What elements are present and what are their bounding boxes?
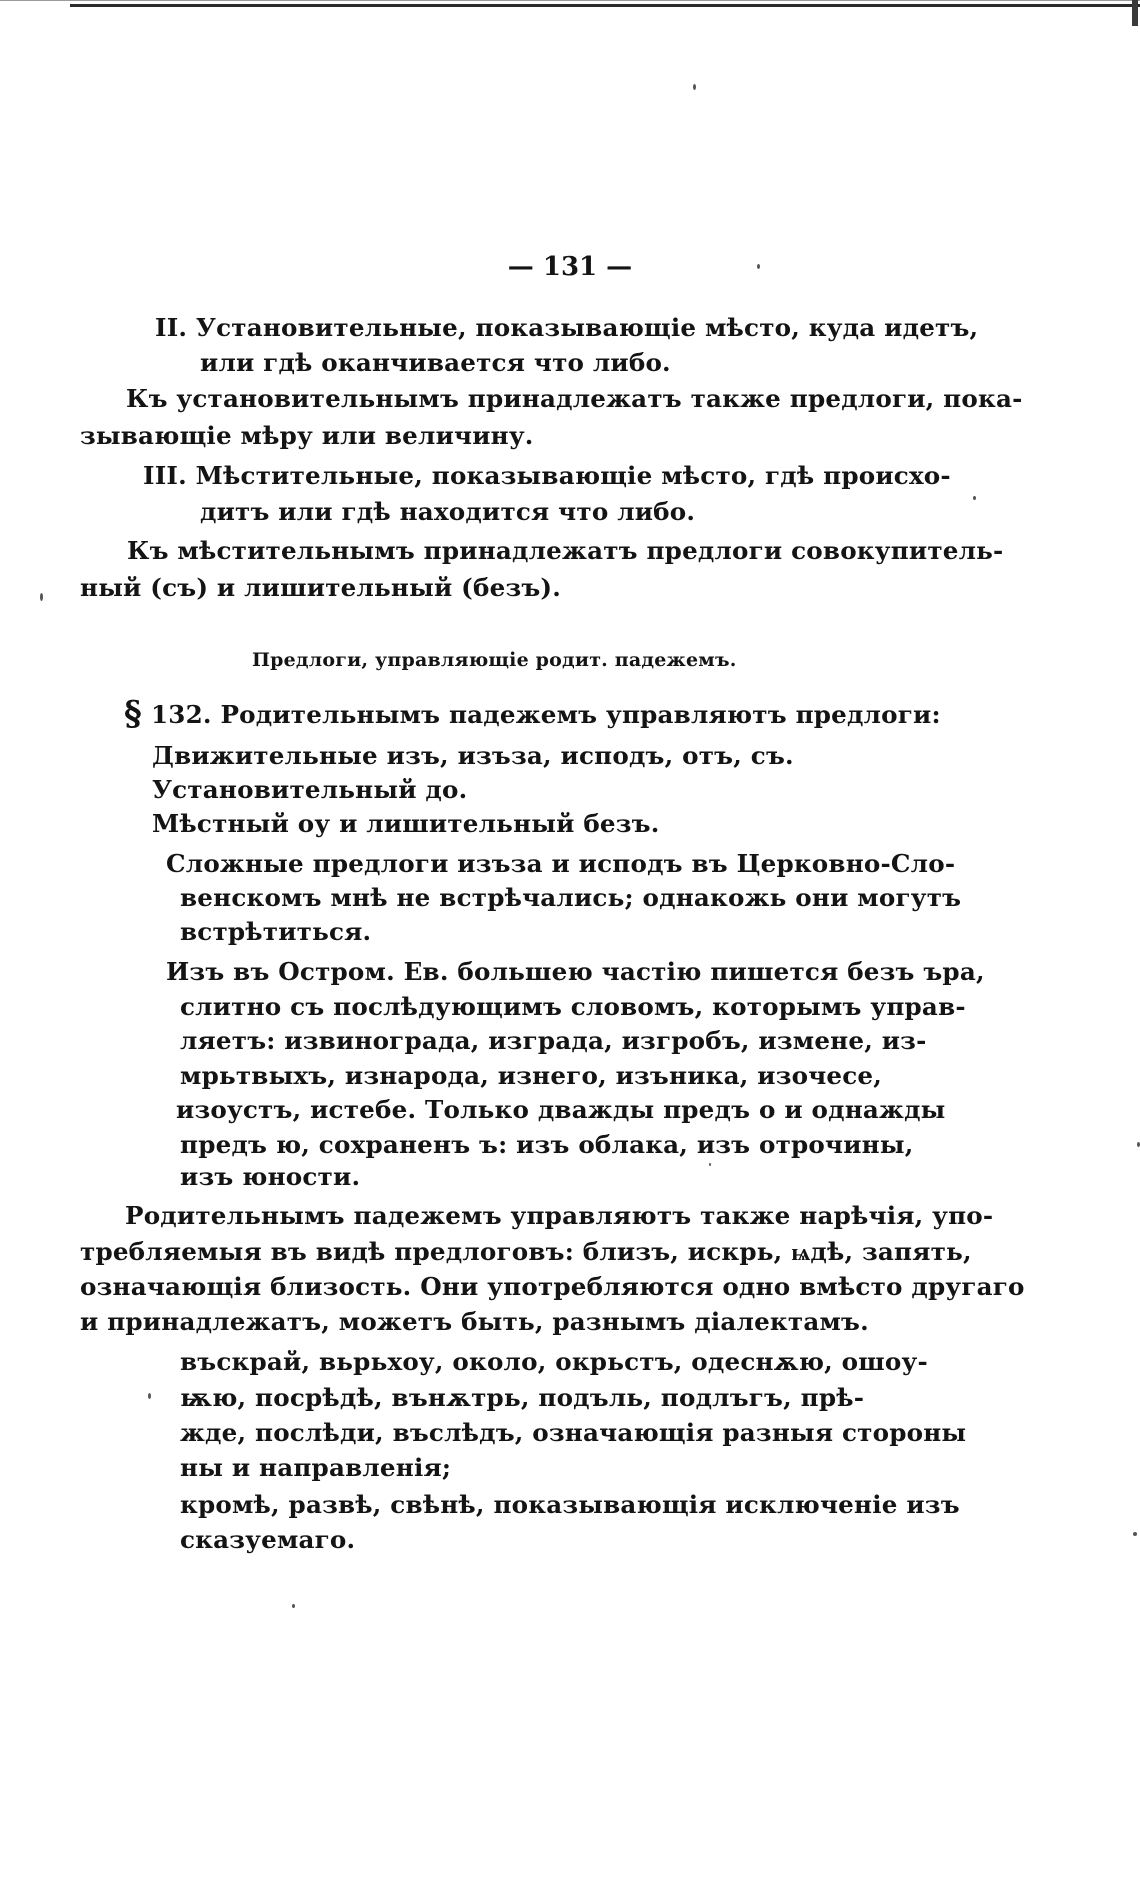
text-line: жде, послѣди, въслѣдъ, означающія разныя стороны — [180, 1418, 967, 1447]
text-line: и принадлежатъ, можетъ быть, разнымъ діалектамъ. — [80, 1307, 869, 1336]
scan-speck — [973, 496, 976, 500]
scan-top-border — [70, 4, 1140, 7]
text-line: требляемыя въ видѣ предлоговъ: близъ, искрь, ѩдѣ, запять, — [80, 1237, 972, 1266]
text-line: предъ ю, сохраненъ ъ: изъ облака, изъ отрочины, — [180, 1130, 914, 1159]
text-line: ны и направленія; — [180, 1453, 452, 1482]
text-line: III. Мѣстительные, показывающіе мѣсто, гдѣ происхо- — [143, 461, 951, 490]
scan-speck — [40, 593, 43, 601]
text-line: II. Установительные, показывающіе мѣсто, куда идетъ, — [155, 313, 979, 342]
text-line: означающія близость. Они употребляются одно вмѣсто другаго — [80, 1272, 1025, 1301]
text-line: ѭю, посрѣдѣ, вънѫтрь, подъль, подлъгъ, прѣ- — [180, 1383, 865, 1412]
scan-speck — [1133, 1532, 1137, 1536]
text-line: венскомъ мнѣ не встрѣчались; однакожь они могутъ — [180, 883, 962, 912]
text-line: встрѣтиться. — [180, 917, 372, 946]
text-line: Сложные предлоги изъза и исподъ въ Церковно-Сло- — [166, 849, 956, 878]
text-line: Изъ въ Остром. Ев. большею частію пишется безъ ъра, — [166, 957, 985, 986]
text-line: Къ мѣстительнымъ принадлежатъ предлоги совокупитель- — [127, 536, 1004, 565]
text-line: Мѣстный оу и лишительный безъ. — [152, 809, 660, 838]
text-line: слитно съ послѣдующимъ словомъ, которымъ управ- — [180, 992, 966, 1021]
section-heading: Предлоги, управляющіе родит. падежемъ. — [252, 649, 737, 671]
text-line: или гдѣ оканчивается что либо. — [200, 348, 671, 377]
page-number: — 131 — — [507, 252, 633, 282]
text-line: ный (съ) и лишительный (безъ). — [80, 573, 562, 602]
scan-speck — [148, 1393, 151, 1399]
scan-corner-mark — [1132, 0, 1138, 26]
text-line: мрьтвыхъ, изнарода, изнего, изъника, изочесе, — [180, 1061, 883, 1090]
text-line: изъ юности. — [180, 1162, 361, 1191]
text-line: Къ установительнымъ принадлежатъ также предлоги, пока- — [126, 384, 1023, 413]
text-line: сказуемаго. — [180, 1525, 356, 1554]
text-line: Родительнымъ падежемъ управляютъ также нарѣчія, упо- — [125, 1201, 994, 1230]
text-line: Установительный до. — [152, 775, 468, 804]
text-line: ляетъ: извинограда, изграда, изгробъ, измене, из- — [180, 1026, 927, 1055]
scan-speck — [292, 1604, 295, 1608]
scan-edge-line — [0, 0, 1140, 1]
text-line: дитъ или гдѣ находится что либо. — [200, 497, 696, 526]
text-line: зывающіе мѣру или величину. — [80, 421, 534, 450]
text-line: Движительные изъ, изъза, исподъ, отъ, съ. — [152, 741, 794, 770]
text-line: изоустъ, истебе. Только дважды предъ о и однажды — [176, 1095, 946, 1124]
text-line: въскрай, вьрьхоу, около, окрьстъ, одеснѫю, ошоу- — [180, 1347, 928, 1376]
paragraph-sign: § — [124, 694, 142, 734]
text-line: кромѣ, развѣ, свѣнѣ, показывающія исключеніе изъ — [180, 1490, 960, 1519]
text-line: 132. Родительнымъ падежемъ управляютъ предлоги: — [151, 700, 941, 729]
scan-speck — [709, 1163, 711, 1166]
scan-speck — [693, 84, 696, 90]
